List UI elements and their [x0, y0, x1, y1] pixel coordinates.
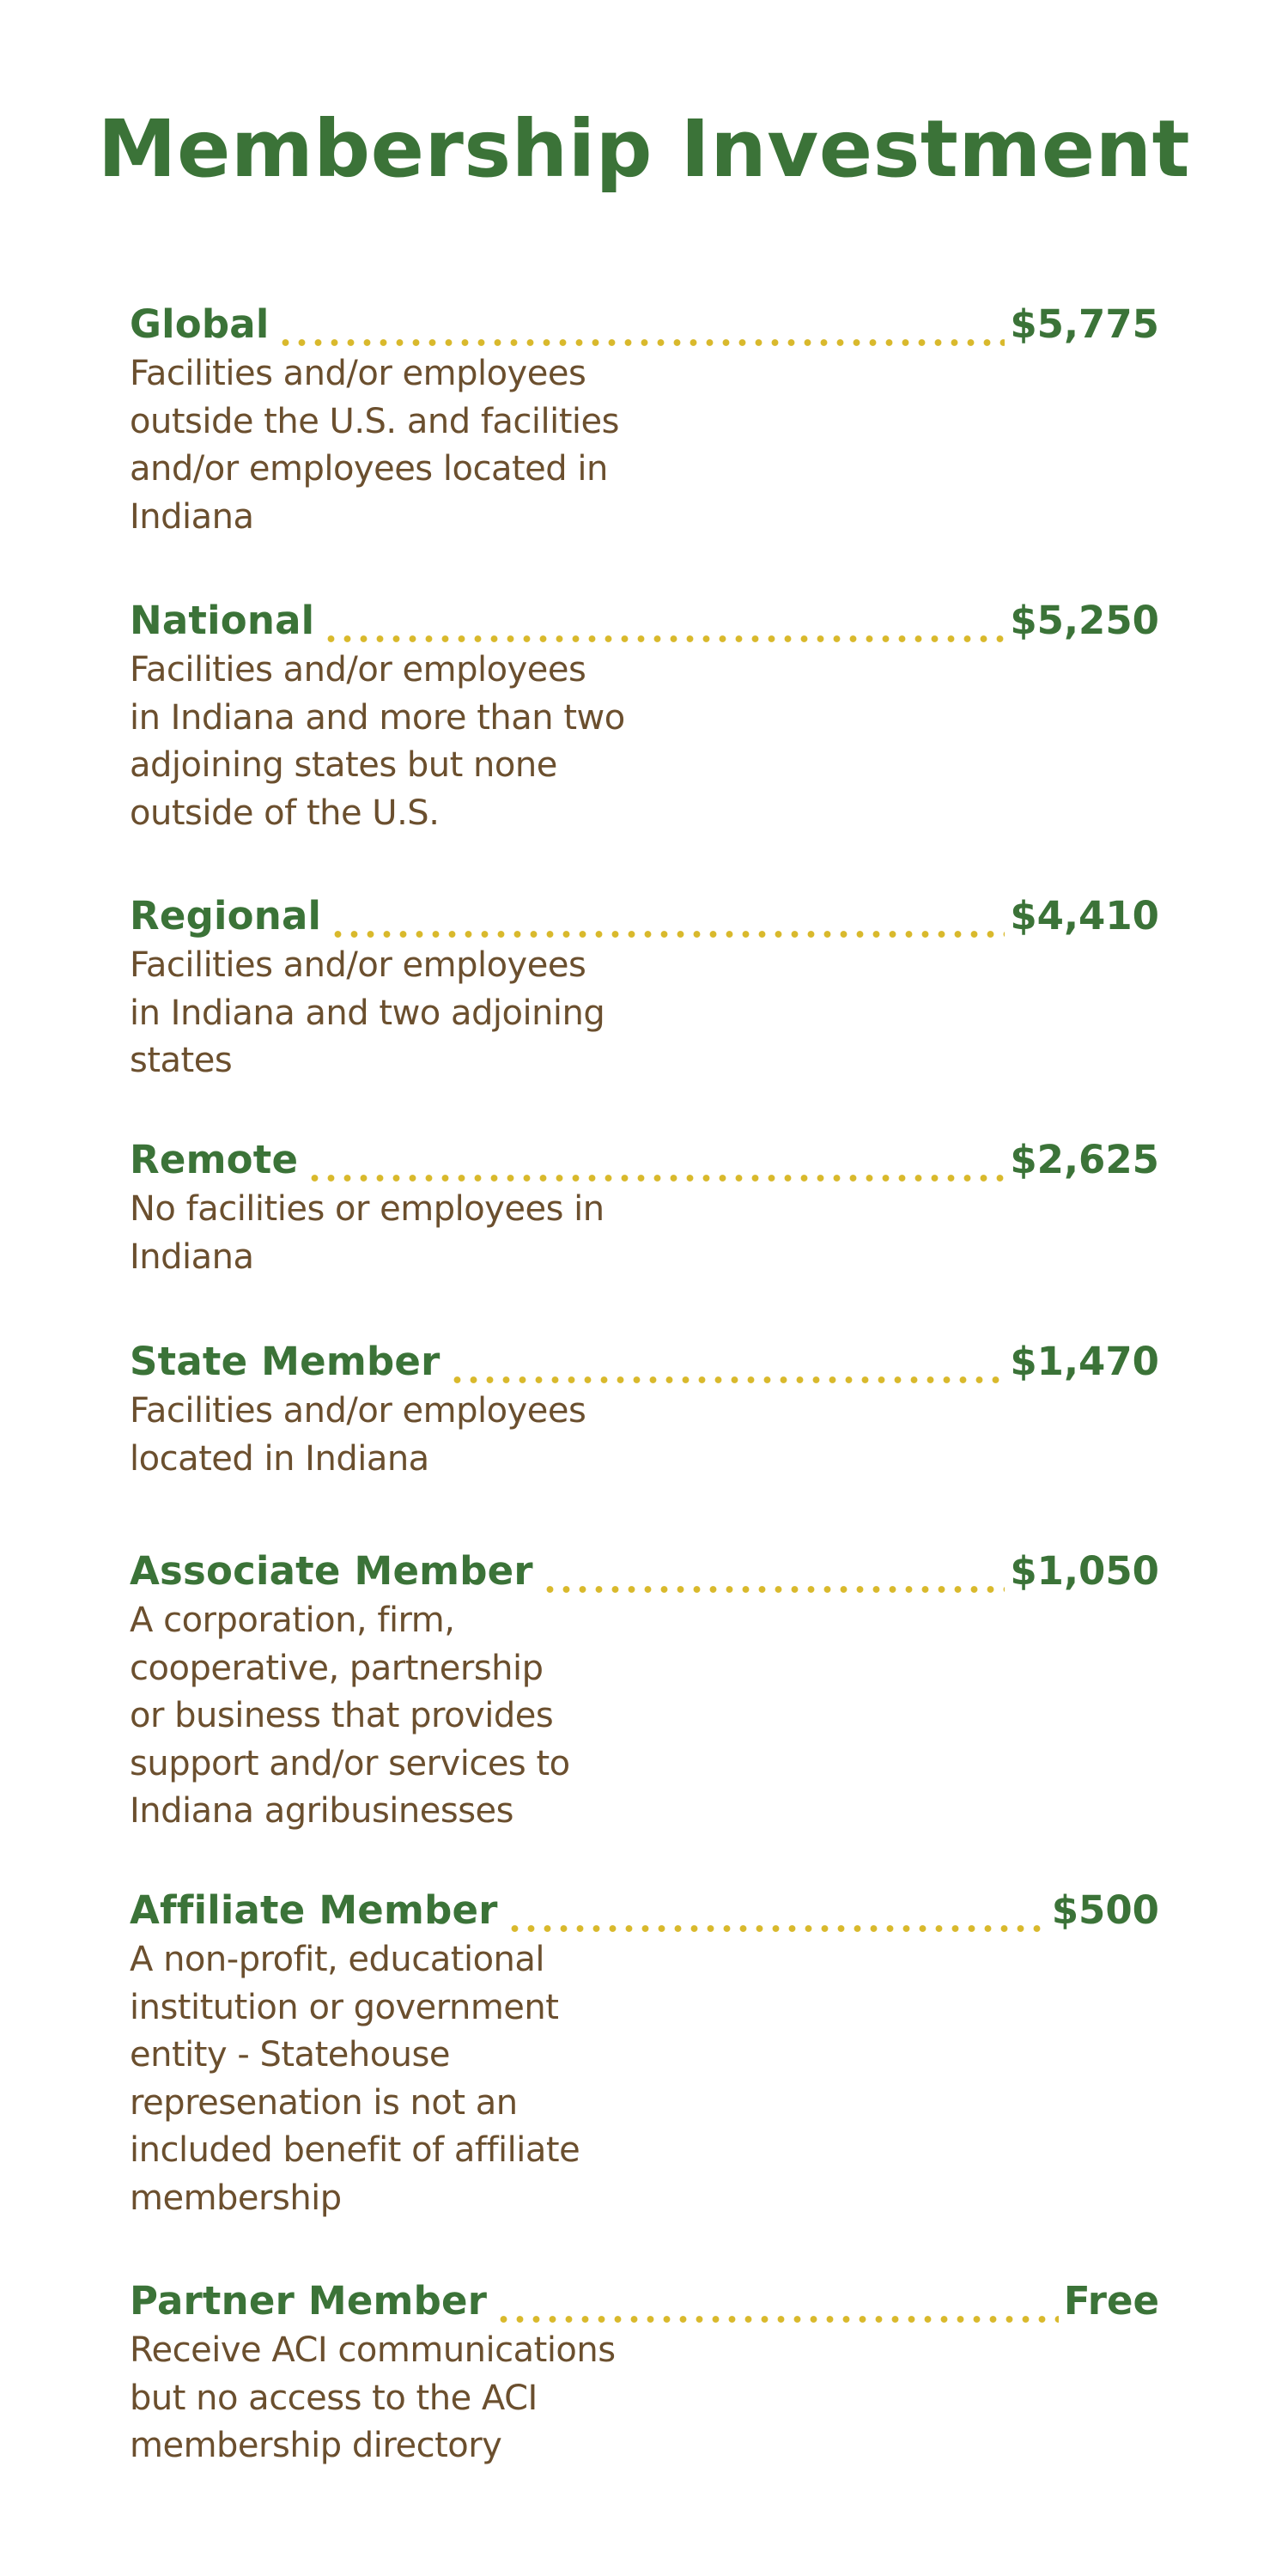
tier-description: Facilities and/or employees in Indiana and more than two adjoining states but none outside of the U.S.: [130, 650, 625, 833]
tier-name: National: [130, 598, 315, 643]
dotted-leader: [507, 1924, 1047, 1933]
tier-national: [130, 595, 1159, 837]
dotted-leader: [495, 2315, 1059, 2324]
tier-header: [130, 1885, 1159, 1936]
tier-name: State Member: [130, 1339, 440, 1384]
page-title: Membership Investment: [97, 103, 1191, 195]
tier-name: Regional: [130, 893, 322, 939]
tier-state-member: [130, 1336, 1159, 1483]
tier-name: Associate Member: [130, 1548, 533, 1594]
tier-affiliate-member: [130, 1885, 1159, 2222]
dotted-leader: [449, 1376, 1005, 1384]
tier-description: Facilities and/or employees located in Indiana: [130, 1391, 586, 1479]
tier-partner-member: [130, 2275, 1159, 2470]
dotted-leader: [323, 635, 1005, 643]
dotted-leader: [542, 1585, 1005, 1594]
tier-description: Receive ACI communications but no access to the ACI membership directory: [130, 2330, 616, 2465]
tier-price: $5,775: [1010, 301, 1159, 347]
tier-description: A corporation, firm, cooperative, partnership or business that provides support and/or services to Indiana agribusinesses: [130, 1601, 570, 1831]
tier-header: [130, 1336, 1159, 1388]
dotted-leader: [277, 338, 1005, 347]
tier-description: No facilities or employees in Indiana: [130, 1189, 605, 1277]
tier-name: Affiliate Member: [130, 1887, 498, 1933]
tier-price: $2,625: [1010, 1137, 1159, 1182]
tier-price: $1,470: [1010, 1339, 1159, 1384]
tier-price: $4,410: [1010, 893, 1159, 939]
dotted-leader: [307, 1174, 1005, 1182]
tier-header: [130, 1546, 1159, 1597]
tier-header: [130, 890, 1159, 942]
tier-header: [130, 595, 1159, 647]
tier-price: $500: [1051, 1887, 1159, 1933]
tier-regional: [130, 890, 1159, 1085]
tier-description: A non-profit, educational institution or government entity - Statehouse represenation is not an included benefit of affiliate membership: [130, 1940, 580, 2218]
tier-name: Global: [130, 301, 270, 347]
tier-header: [130, 2275, 1159, 2327]
dotted-leader: [330, 930, 1005, 939]
tier-name: Remote: [130, 1137, 299, 1182]
tier-description: Facilities and/or employees in Indiana and two adjoining states: [130, 945, 605, 1080]
tier-global: [130, 299, 1159, 541]
tier-price: Free: [1063, 2278, 1159, 2324]
tier-price: $1,050: [1010, 1548, 1159, 1594]
tier-header: [130, 1134, 1159, 1186]
tier-name: Partner Member: [130, 2278, 488, 2324]
tier-remote: [130, 1134, 1159, 1281]
tier-description: Facilities and/or employees outside the U.S. and facilities and/or employees located in Indiana: [130, 354, 619, 537]
tier-price: $5,250: [1010, 598, 1159, 643]
tier-header: [130, 299, 1159, 350]
tier-associate-member: [130, 1546, 1159, 1836]
